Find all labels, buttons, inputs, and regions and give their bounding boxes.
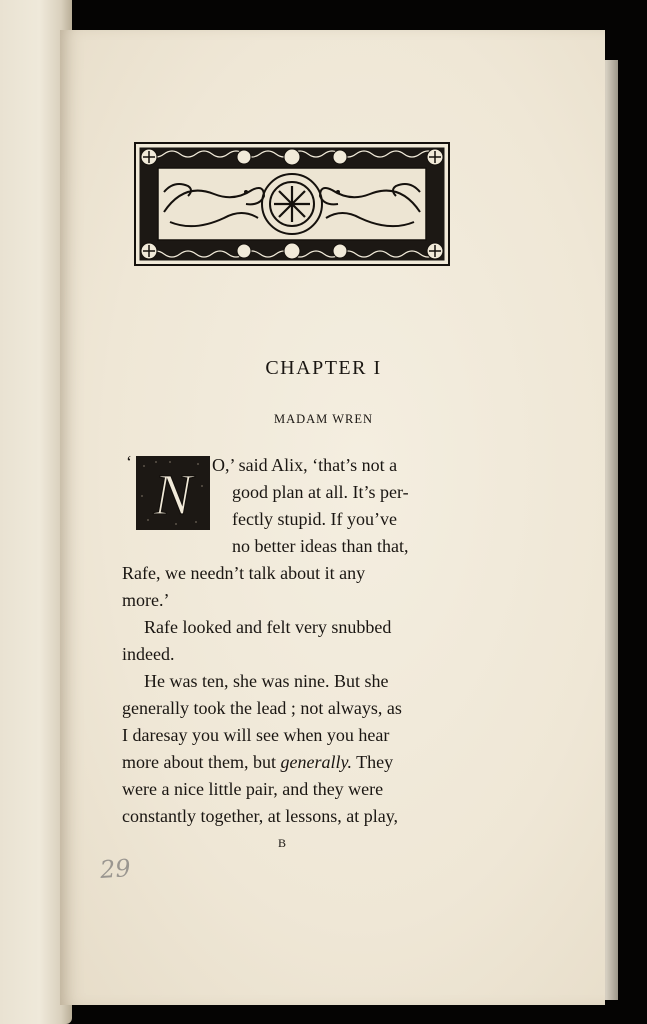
text-line: indeed. bbox=[122, 644, 175, 664]
text-line: good plan at all. It’s per- bbox=[232, 482, 409, 502]
text-line: no better ideas than that, bbox=[232, 536, 409, 556]
italic-word: generally. bbox=[280, 752, 352, 772]
pencil-annotation: 29 bbox=[99, 853, 132, 885]
text-line: He was ten, she was nine. But she bbox=[144, 671, 389, 691]
text-fragment: They bbox=[351, 752, 394, 772]
text-line: O,’ said Alix, ‘that’s not a bbox=[212, 455, 398, 475]
text-line bbox=[122, 749, 393, 776]
chapter-subtitle: MADAM WREN bbox=[273, 412, 373, 426]
chapter-title: CHAPTER I bbox=[265, 357, 382, 379]
text-line: Rafe looked and felt very snubbed bbox=[144, 617, 392, 637]
decorated-initial bbox=[136, 456, 210, 530]
dropcap-letter: N bbox=[153, 462, 193, 527]
text-line: fectly stupid. If you’ve bbox=[232, 509, 397, 529]
text-fragment: more about them, but bbox=[122, 752, 281, 772]
page-signature: B bbox=[278, 836, 287, 850]
decorative-headpiece bbox=[134, 142, 450, 266]
text-line: I daresay you will see when you hear bbox=[122, 725, 390, 745]
text-line: more.’ bbox=[122, 590, 170, 610]
opening-quote: ‘ bbox=[126, 452, 132, 472]
text-line: Rafe, we needn’t talk about it any bbox=[122, 563, 366, 583]
text-line: were a nice little pair, and they were bbox=[122, 779, 384, 799]
text-line: generally took the lead ; not always, as bbox=[122, 698, 402, 718]
text-line: constantly together, at lessons, at play, bbox=[122, 806, 399, 826]
